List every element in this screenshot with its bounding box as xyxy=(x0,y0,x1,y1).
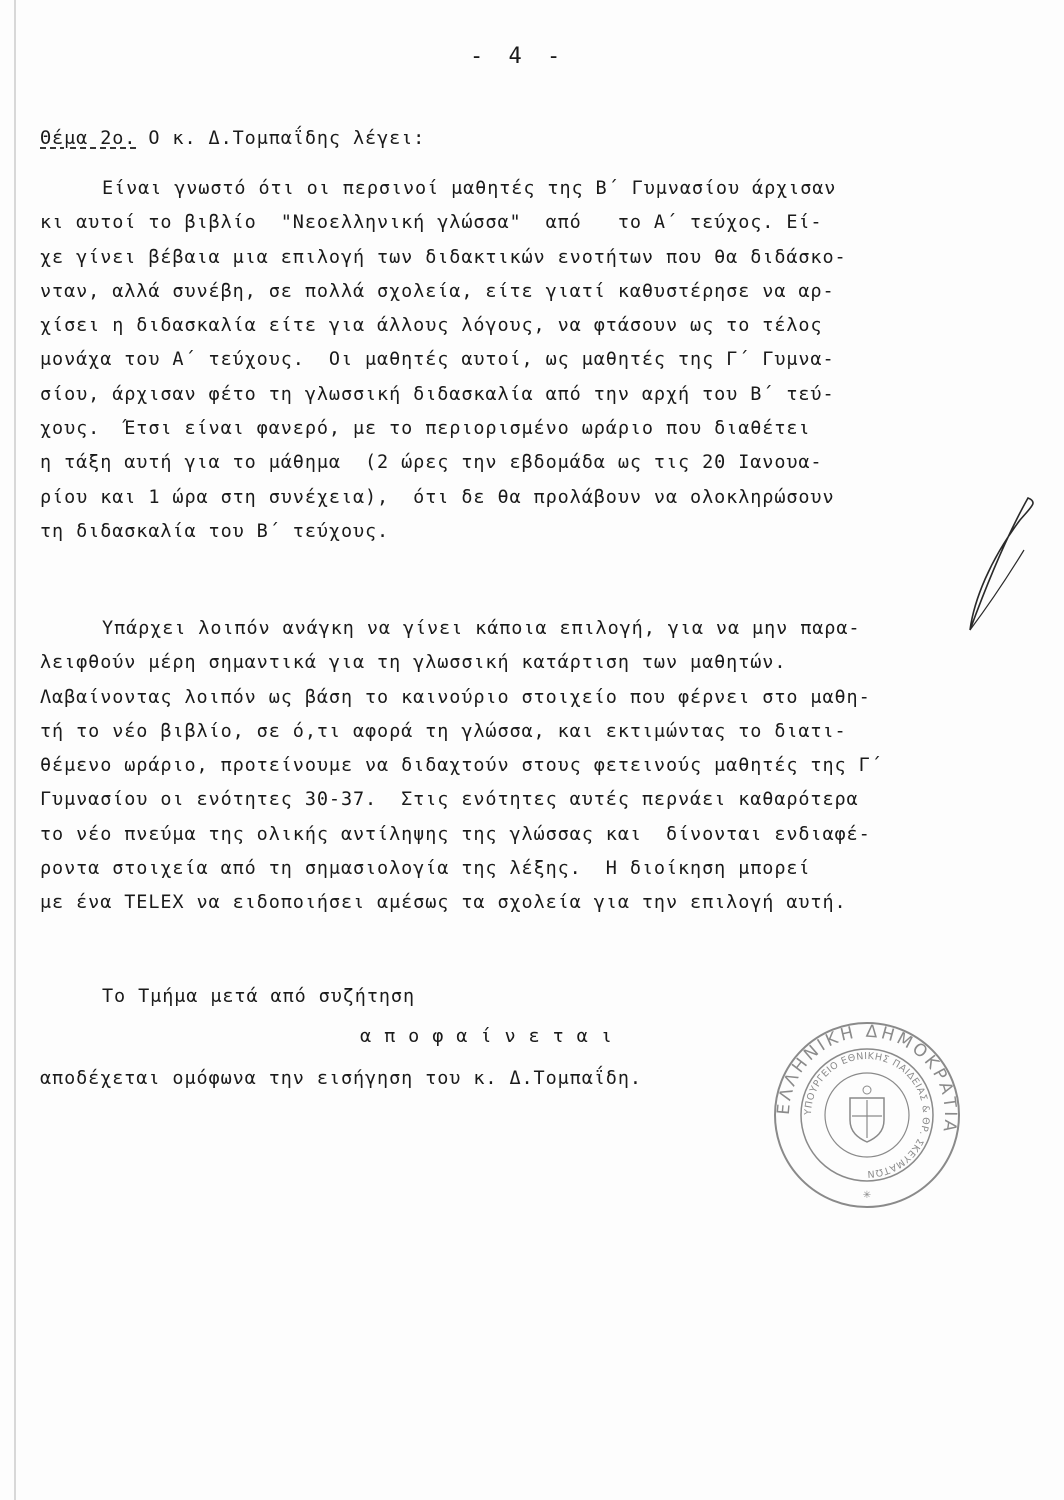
paragraph-line: λειφθούν μέρη σημαντικά για τη γλωσσική κατάρτιση των μαθητών. xyxy=(40,652,787,674)
paragraph-line: μονάχα του Α΄ τεύχους. Οι μαθητές αυτοί, ως μαθητές της Γ΄ Γυμνα- xyxy=(40,349,835,371)
paragraph-line: σίου, άρχισαν φέτο τη γλωσσική διδασκαλία από την αρχή του Β΄ τεύ- xyxy=(40,383,835,405)
paragraph-line: χους. Έτσι είναι φανερό, με το περιορισμένο ωράριο που διαθέτει xyxy=(40,418,811,440)
stamp-outer-text: ΕΛΛΗΝΙΚΗ ΔΗΜΟΚΡΑΤΙΑ xyxy=(773,1021,961,1136)
paragraph-line: με ένα TELEX να ειδοποιήσει αμέσως τα σχολεία για την επιλογή αυτή. xyxy=(40,892,847,914)
page-spine xyxy=(14,0,16,1500)
paragraph-line: Υπάρχει λοιπόν ανάγκη να γίνει κάποια επιλογή, για να μην παρα- xyxy=(102,618,861,639)
paragraph-line: η τάξη αυτή για το μάθημα (2 ώρες την εβδομάδα ως τις 20 Ιανουα- xyxy=(40,452,823,474)
paragraph-line: ρίου και 1 ώρα στη συνέχεια), ότι δε θα προλάβουν να ολοκληρώσουν xyxy=(40,486,835,508)
decision-verb: α π ο φ α ί ν ε τ α ι xyxy=(360,1026,613,1047)
topic-intro: Ο κ. Δ.Τομπαΐδης λέγει: xyxy=(136,128,426,149)
paragraph-line: κι αυτοί το βιβλίο "Νεοελληνική γλώσσα" από το Α΄ τεύχος. Εί- xyxy=(40,212,823,234)
paragraph-line: χίσει η διδασκαλία είτε για άλλους λόγους, να φτάσουν ως το τέλος xyxy=(40,315,823,337)
paragraph-line: το νέο πνεύμα της ολικής αντίληψης της γλώσσας και δίνονται ενδιαφέ- xyxy=(40,823,871,845)
paragraph-line: Λαβαίνοντας λοιπόν ως βάση το καινούριο στοιχείο που φέρνει στο μαθη- xyxy=(40,686,871,708)
decision-department: Το Τμήμα μετά από συζήτηση xyxy=(102,986,415,1007)
official-stamp xyxy=(772,1020,962,1210)
paragraph-2 xyxy=(40,612,1040,921)
paragraph-1 xyxy=(40,172,1040,549)
paragraph-line: Γυμνασίου οι ενότητες 30-37. Στις ενότητες αυτές περνάει καθαρότερα xyxy=(40,789,859,811)
stamp-inner-text: ΥΠΟΥΡΓΕΙΟ ΕΘΝΙΚΗΣ ΠΑΙΔΕΙΑΣ & ΘΡ. ΣΚΕΥΜΑΤΩΝ xyxy=(802,1050,932,1180)
signature-mark xyxy=(940,490,1040,640)
coat-of-arms-icon xyxy=(850,1086,884,1142)
paragraph-line: ροντα στοιχεία από τη σημασιολογία της λέξης. Η διοίκηση μπορεί xyxy=(40,858,811,880)
paragraph-line: νταν, αλλά συνέβη, σε πολλά σχολεία, είτε γιατί καθυστέρησε να αρ- xyxy=(40,280,835,302)
topic-heading xyxy=(40,122,1040,156)
paragraph-line: θέμενο ωράριο, προτείνουμε να διδαχτούν στους φετεινούς μαθητές της Γ΄ xyxy=(40,755,883,777)
stamp-star-icon: ✳ xyxy=(862,1190,872,1201)
page-number: - 4 - xyxy=(470,44,567,69)
paragraph-line: τή το νέο βιβλίο, σε ό,τι αφορά τη γλώσσα, και εκτιμώντας το διατι- xyxy=(40,720,847,742)
decision-conclusion: αποδέχεται ομόφωνα την εισήγηση του κ. Δ.Τομπαΐδη. xyxy=(40,1068,642,1089)
paragraph-line: τη διδασκαλία του Β΄ τεύχους. xyxy=(40,520,390,542)
paragraph-line: Είναι γνωστό ότι οι περσινοί μαθητές της Β΄ Γυμνασίου άρχισαν xyxy=(102,178,837,199)
topic-label: Θέμα 2ο. xyxy=(40,128,137,149)
paragraph-line: χε γίνει βέβαια μια επιλογή των διδακτικών ενοτήτων που θα διδάσκο- xyxy=(40,246,847,268)
